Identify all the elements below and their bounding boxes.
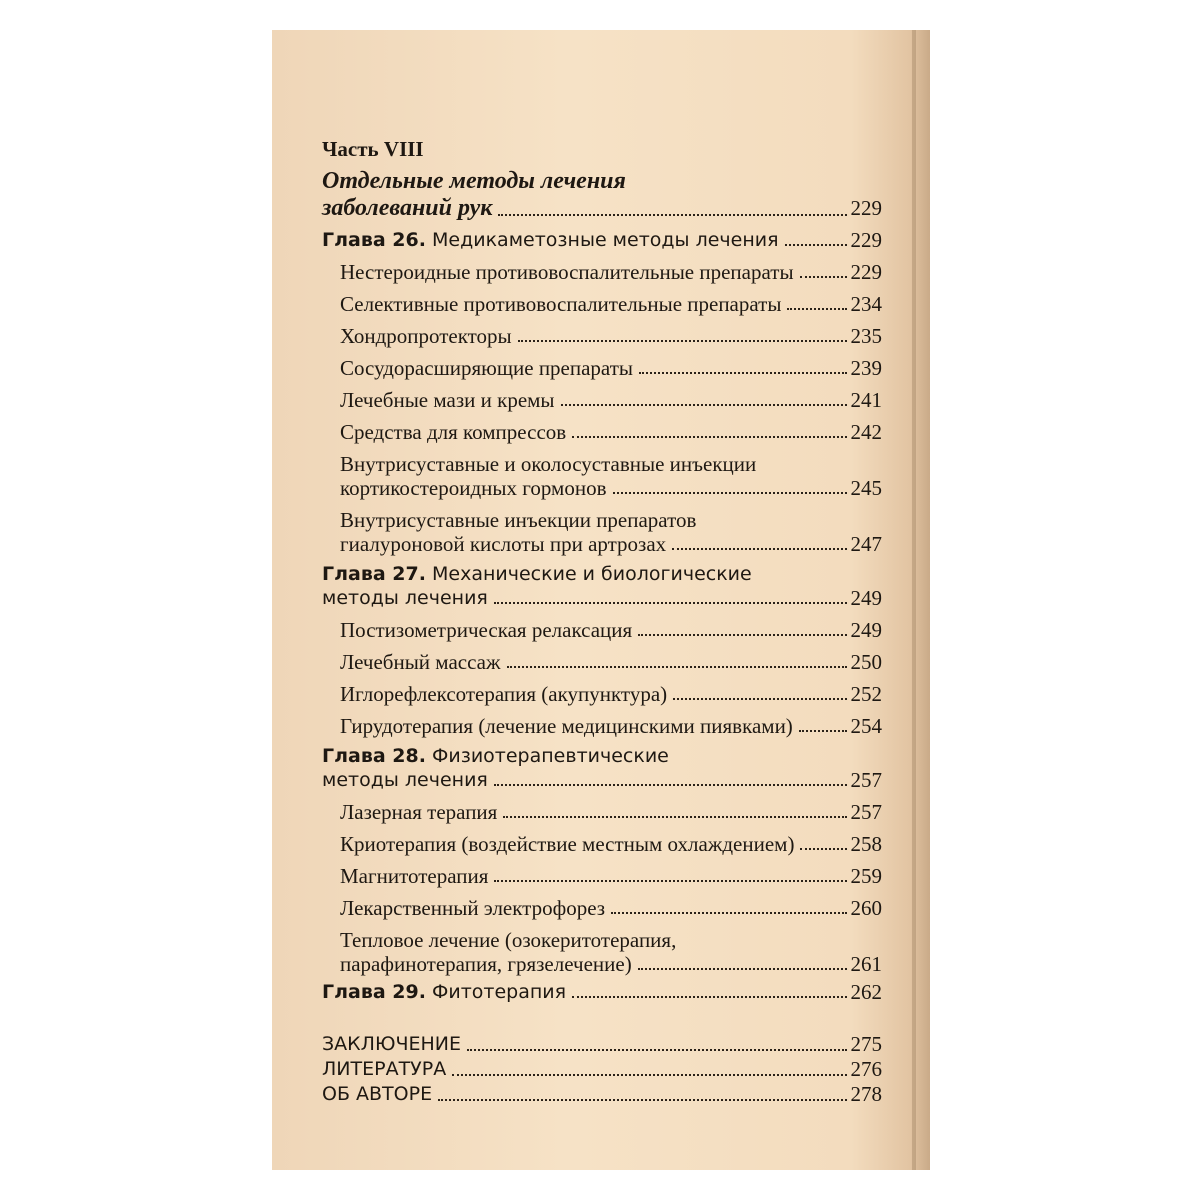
toc-section bbox=[340, 682, 882, 706]
page-number: 275 bbox=[850, 1032, 882, 1056]
page-number: 262 bbox=[850, 980, 882, 1004]
toc-section bbox=[340, 618, 882, 642]
spacer bbox=[322, 1004, 882, 1032]
dot-leader bbox=[494, 784, 847, 786]
part-title-row bbox=[322, 195, 882, 222]
dot-leader bbox=[438, 1099, 846, 1101]
section-title: Лечебные мази и кремы bbox=[340, 388, 555, 412]
chapter-label: Глава 28. bbox=[322, 745, 426, 767]
section-title: Хондропротекторы bbox=[340, 324, 512, 348]
dot-leader bbox=[800, 276, 847, 278]
page-number: 261 bbox=[850, 952, 882, 976]
chapter-title-line-2: методы лечения bbox=[322, 769, 488, 791]
dot-leader bbox=[452, 1074, 846, 1076]
end-matter-title: ЛИТЕРАТУРА bbox=[322, 1058, 447, 1080]
dot-leader bbox=[518, 340, 847, 342]
page-number: 229 bbox=[850, 228, 882, 252]
dot-leader bbox=[503, 816, 846, 818]
section-title: Лекарственный электрофорез bbox=[340, 896, 606, 920]
part-title-line-2: заболеваний рук bbox=[322, 195, 493, 221]
chapter-title-line-1: Механические и биологические bbox=[432, 563, 752, 585]
page-number: 259 bbox=[850, 864, 882, 888]
chapter-title-line-2: методы лечения bbox=[322, 587, 488, 609]
chapter-title: Медикаметозные методы лечения bbox=[432, 229, 779, 251]
page-number: 249 bbox=[850, 586, 882, 610]
section-title-line-2: гиалуроновой кислоты при артрозах bbox=[340, 532, 667, 556]
page-number: 250 bbox=[850, 650, 882, 674]
end-matter-title: ОБ АВТОРЕ bbox=[322, 1083, 433, 1105]
dot-leader bbox=[572, 996, 846, 998]
section-title-line-2: кортикостероидных гормонов bbox=[340, 476, 607, 500]
dot-leader bbox=[639, 372, 847, 374]
page-spine-shadow bbox=[912, 30, 916, 1170]
dot-leader bbox=[799, 730, 847, 732]
end-matter-literature bbox=[322, 1057, 882, 1082]
toc-section bbox=[340, 324, 882, 348]
end-matter-about-author bbox=[322, 1082, 882, 1107]
toc-section bbox=[340, 928, 882, 976]
page-number: 229 bbox=[850, 260, 882, 284]
toc-section bbox=[340, 896, 882, 920]
section-title: Селективные противовоспалительные препараты bbox=[340, 292, 782, 316]
toc-section bbox=[340, 260, 882, 284]
dot-leader bbox=[787, 308, 846, 310]
page-number: 254 bbox=[850, 714, 882, 738]
section-title: Сосудорасширяющие препараты bbox=[340, 356, 633, 380]
chapter-26 bbox=[322, 228, 882, 252]
section-title: Лазерная терапия bbox=[340, 800, 498, 824]
chapter-28 bbox=[322, 744, 882, 792]
toc-section bbox=[340, 832, 882, 856]
section-title: Гирудотерапия (лечение медицинскими пиявками) bbox=[340, 714, 793, 738]
page-number: 235 bbox=[850, 324, 882, 348]
page-number: 239 bbox=[850, 356, 882, 380]
page-number: 257 bbox=[850, 800, 882, 824]
toc-section bbox=[340, 420, 882, 444]
toc-section bbox=[340, 650, 882, 674]
dot-leader bbox=[638, 634, 846, 636]
dot-leader bbox=[613, 492, 847, 494]
dot-leader bbox=[638, 968, 847, 970]
book-page bbox=[272, 30, 930, 1170]
dot-leader bbox=[572, 436, 846, 438]
section-title: Магнитотерапия bbox=[340, 864, 489, 888]
section-title: Иглорефлексотерапия (акупунктура) bbox=[340, 682, 668, 706]
chapter-label: Глава 29. bbox=[322, 981, 426, 1003]
page-number: 234 bbox=[850, 292, 882, 316]
page-number: 241 bbox=[850, 388, 882, 412]
section-title: Постизометрическая релаксация bbox=[340, 618, 633, 642]
chapter-27 bbox=[322, 562, 882, 610]
chapter-title-line-1: Физиотерапевтические bbox=[432, 745, 669, 767]
dot-leader bbox=[561, 404, 847, 406]
page-number: 257 bbox=[850, 768, 882, 792]
page-number: 229 bbox=[850, 196, 882, 220]
section-title: Средства для компрессов bbox=[340, 420, 567, 444]
dot-leader bbox=[785, 244, 847, 246]
section-title-line-1: Внутрисуставные инъекции препаратов bbox=[340, 508, 697, 532]
toc-section bbox=[340, 714, 882, 738]
toc-section bbox=[340, 800, 882, 824]
page-number: 247 bbox=[850, 532, 882, 556]
page-number: 276 bbox=[850, 1057, 882, 1081]
dot-leader bbox=[494, 602, 847, 604]
page-number: 242 bbox=[850, 420, 882, 444]
section-title-line-1: Внутрисуставные и околосуставные инъекции bbox=[340, 452, 757, 476]
part-title bbox=[322, 168, 882, 222]
page-number: 252 bbox=[850, 682, 882, 706]
chapter-label: Глава 27. bbox=[322, 563, 426, 585]
dot-leader bbox=[494, 880, 846, 882]
chapter-title: Фитотерапия bbox=[432, 981, 567, 1003]
toc-section bbox=[340, 292, 882, 316]
section-title: Нестероидные противовоспалительные препараты bbox=[340, 260, 794, 284]
toc-section bbox=[340, 452, 882, 500]
toc-section bbox=[340, 356, 882, 380]
section-title-line-1: Тепловое лечение (озокеритотерапия, bbox=[340, 928, 677, 952]
toc-section bbox=[340, 508, 882, 556]
section-title: Криотерапия (воздействие местным охлаждением) bbox=[340, 832, 795, 856]
chapter-label: Глава 26. bbox=[322, 229, 426, 251]
page-number: 249 bbox=[850, 618, 882, 642]
section-title-line-2: парафинотерапия, грязелечение) bbox=[340, 952, 632, 976]
part-title-line-1: Отдельные методы лечения bbox=[322, 168, 626, 194]
end-matter-conclusion bbox=[322, 1032, 882, 1057]
page-number: 258 bbox=[850, 832, 882, 856]
end-matter-title: ЗАКЛЮЧЕНИЕ bbox=[322, 1033, 462, 1055]
dot-leader bbox=[611, 912, 846, 914]
part-label: Часть VIII bbox=[322, 137, 424, 161]
dot-leader bbox=[800, 848, 846, 850]
page-number: 278 bbox=[850, 1082, 882, 1106]
chapter-29 bbox=[322, 980, 882, 1004]
dot-leader bbox=[467, 1049, 846, 1051]
dot-leader bbox=[673, 698, 846, 700]
toc-section bbox=[340, 864, 882, 888]
table-of-contents bbox=[322, 134, 882, 1107]
dot-leader bbox=[507, 666, 847, 668]
page-number: 245 bbox=[850, 476, 882, 500]
toc-section bbox=[340, 388, 882, 412]
dot-leader bbox=[498, 214, 846, 216]
page-number: 260 bbox=[850, 896, 882, 920]
section-title: Лечебный массаж bbox=[340, 650, 501, 674]
dot-leader bbox=[672, 548, 846, 550]
